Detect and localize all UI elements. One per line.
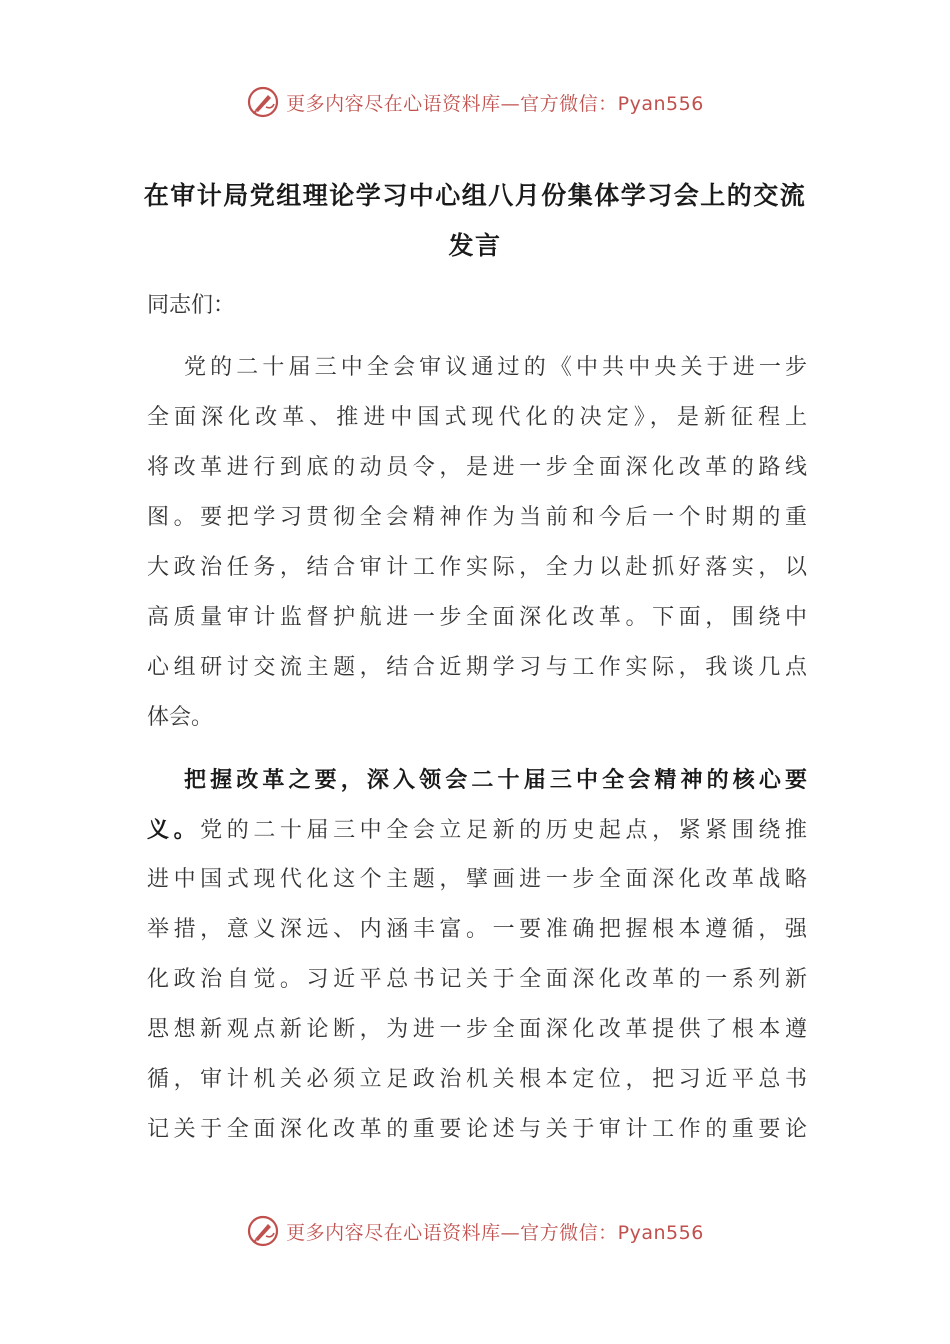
paragraph-1-line: 大政治任务，结合审计工作实际，全力以赴抓好落实，以 bbox=[147, 555, 807, 580]
paragraph-2-line bbox=[147, 810, 807, 850]
paragraph-2-line-text: 党的二十届三中全会立足新的历史起点，紧紧围绕推 bbox=[200, 818, 807, 843]
paragraph-2-line: 思想新观点新论断，为进一步全面深化改革提供了根本遵 bbox=[147, 1017, 807, 1042]
paragraph-1-line: 心组研讨交流主题，结合近期学习与工作实际，我谈几点 bbox=[147, 655, 807, 680]
banner-label: 更多内容尽在心语资料库—官方微信： bbox=[286, 92, 618, 115]
banner-handle: Pyan556 bbox=[617, 1221, 704, 1244]
paragraph-1-line: 图。要把学习贯彻全会精神作为当前和今后一个时期的重 bbox=[147, 505, 807, 530]
paragraph-1-line: 全面深化改革、推进中国式现代化的决定》，是新征程上 bbox=[147, 405, 807, 430]
paragraph-2-line: 记关于全面深化改革的重要论述与关于审计工作的重要论 bbox=[147, 1117, 807, 1142]
banner-handle: Pyan556 bbox=[617, 92, 704, 115]
paragraph-1-line: 高质量审计监督护航进一步全面深化改革。下面，围绕中 bbox=[147, 605, 807, 630]
paragraph-2-line: 进中国式现代化这个主题，擘画进一步全面深化改革战略 bbox=[147, 867, 807, 892]
paragraph-1-line: 将改革进行到底的动员令，是进一步全面深化改革的路线 bbox=[147, 455, 807, 480]
banner-text bbox=[286, 89, 704, 116]
document-title-line-2: 发言 bbox=[448, 231, 502, 260]
paragraph-2-line: 举措，意义深远、内涵丰富。一要准确把握根本遵循，强 bbox=[147, 917, 807, 942]
paragraph-2-heading bbox=[184, 760, 807, 800]
pen-logo-icon bbox=[246, 85, 280, 119]
paragraph-2-heading-text: 把握改革之要，深入领会二十届三中全会精神的核心要 bbox=[184, 767, 807, 793]
pen-logo-icon bbox=[246, 1214, 280, 1248]
paragraph-1-line: 体会。 bbox=[147, 705, 214, 730]
paragraph-2-line: 化政治自觉。习近平总书记关于全面深化改革的一系列新 bbox=[147, 967, 807, 992]
banner-text bbox=[286, 1218, 704, 1245]
banner-label: 更多内容尽在心语资料库—官方微信： bbox=[286, 1221, 618, 1244]
paragraph-1-line: 党的二十届三中全会审议通过的《中共中央关于进一步 bbox=[184, 355, 807, 380]
header-banner bbox=[0, 82, 950, 122]
paragraph-2-heading-end: 义。 bbox=[147, 817, 201, 843]
document-title-line-1: 在审计局党组理论学习中心组八月份集体学习会上的交流 bbox=[143, 181, 807, 210]
footer-banner bbox=[0, 1211, 950, 1251]
salutation: 同志们： bbox=[147, 293, 236, 318]
paragraph-2-line: 循，审计机关必须立足政治机关根本定位，把习近平总书 bbox=[147, 1067, 807, 1092]
